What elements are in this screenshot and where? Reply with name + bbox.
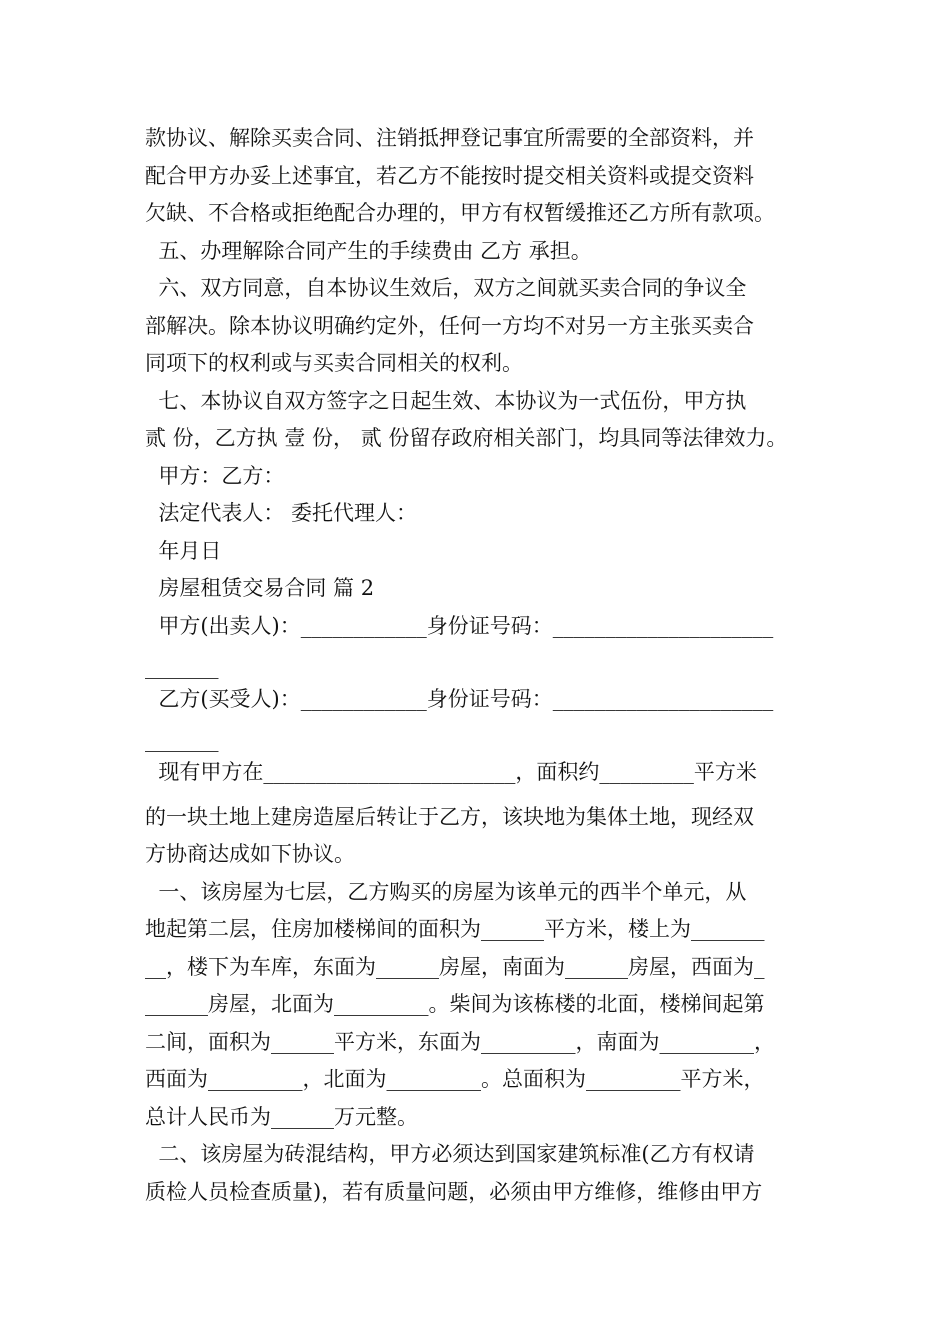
paragraph-line: 欠缺、不合格或拒绝配合办理的，甲方有权暂缓推还乙方所有款项。 <box>145 201 775 225</box>
paragraph-line: ______房屋，北面为_________。柴间为该栋楼的北面，楼梯间起第 <box>145 992 765 1016</box>
signature-representatives: 法定代表人： 委托代理人： <box>145 501 418 525</box>
paragraph-line: 总计人民币为______万元整。 <box>145 1104 418 1129</box>
clause-two: 二、该房屋为砖混结构，甲方必须达到国家建筑标准(乙方有权请 <box>145 1142 755 1166</box>
paragraph-line: 部解决。除本协议明确约定外，任何一方均不对另一方主张买卖合 <box>145 313 754 338</box>
party-a-line: 甲方(出卖人)：____________身份证号码：_____________________ <box>145 613 774 638</box>
intro-paragraph: 现有甲方在________________________，面积约_________平方米 <box>145 759 757 784</box>
paragraph-line: 同项下的权利或与买卖合同相关的权利。 <box>145 351 523 375</box>
signature-date: 年月日 <box>145 538 222 563</box>
paragraph-line: 方协商达成如下协议。 <box>145 842 355 866</box>
paragraph-line: 的一块土地上建房造屋后转让于乙方，该块地为集体土地，现经双 <box>145 804 754 829</box>
signature-parties: 甲方：乙方： <box>145 463 285 488</box>
paragraph-line: 西面为_________，北面为_________。总面积为_________平方米， <box>145 1067 765 1091</box>
clause-one: 一、该房屋为七层，乙方购买的房屋为该单元的西半个单元，从 <box>145 879 747 904</box>
document-body <box>145 120 810 1211</box>
paragraph-line: 地起第二层，住房加楼梯间的面积为______平方米，楼上为_______ <box>145 917 765 941</box>
section-heading: 房屋租赁交易合同 篇 2 <box>145 576 375 600</box>
paragraph-line: 配合甲方办妥上述事宜，若乙方不能按时提交相关资料或提交资料 <box>145 163 754 188</box>
paragraph-line: 款协议、解除买卖合同、注销抵押登记事宜所需要的全部资料，并 <box>145 126 754 150</box>
party-b-line: 乙方(买受人)：____________身份证号码：_____________________ <box>145 686 774 711</box>
party-a-id-continuation: _______ <box>145 654 219 679</box>
paragraph-line: 二间，面积为______平方米，东面为_________，南面为_________， <box>145 1029 775 1054</box>
party-b-id-continuation: _______ <box>145 727 219 752</box>
clause-five: 五、办理解除合同产生的手续费由 乙方 承担。 <box>145 238 592 263</box>
paragraph-line: 质检人员检查质量)，若有质量问题，必须由甲方维修，维修由甲方 <box>145 1179 763 1204</box>
paragraph-line: 贰 份，乙方执 壹 份， 贰 份留存政府相关部门，均具同等法律效力。 <box>145 426 788 450</box>
clause-seven: 七、本协议自双方签字之日起生效、本协议为一式伍份，甲方执 <box>145 388 747 413</box>
clause-six: 六、双方同意，自本协议生效后，双方之间就买卖合同的争议全 <box>145 276 747 300</box>
paragraph-line: __，楼下为车库，东面为______房屋，南面为______房屋，西面为_ <box>145 954 765 979</box>
